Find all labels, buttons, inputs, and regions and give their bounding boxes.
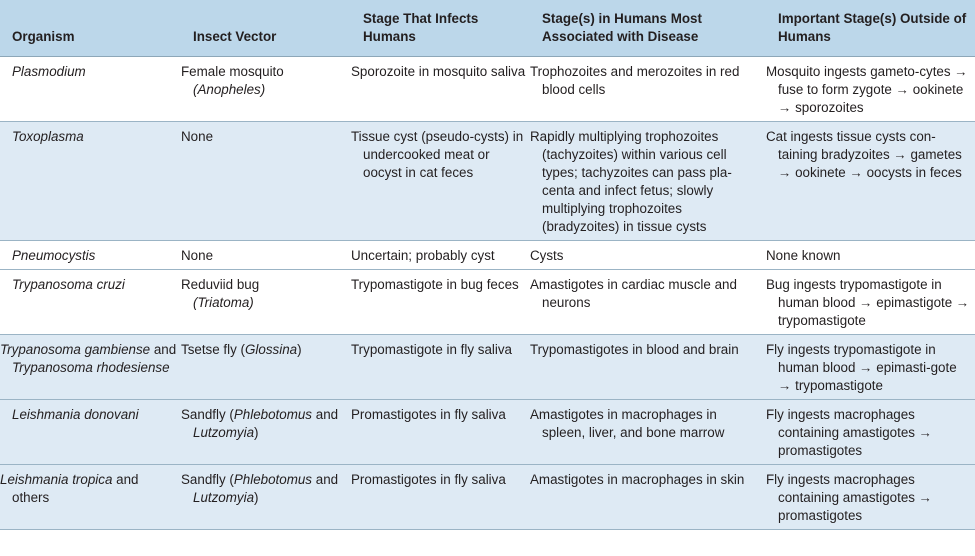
disease-stage-cell: Trypomastigotes in blood and brain (530, 335, 766, 400)
disease-stage-cell: Cysts (530, 241, 766, 270)
outside-stage-cell: Bug ingests trypomastigote in human blood → epimastigote → trypomastigote (766, 270, 975, 335)
outside-stage-cell: Fly ingests trypomastigote in human blood → epimasti-gote → trypomastigote (766, 335, 975, 400)
organism-name: Trypanosoma cruzi (12, 277, 125, 292)
organism-cell (0, 465, 181, 530)
vector-text: Female mosquito (181, 64, 284, 79)
infective-stage-cell: Uncertain; probably cyst (351, 241, 530, 270)
infective-stage-cell: Trypomastigote in bug feces (351, 270, 530, 335)
infective-stage-cell: Trypomastigote in fly saliva (351, 335, 530, 400)
vector-genus: Lutzomyia (193, 425, 255, 440)
vector-text: Sandfly ( (181, 472, 234, 487)
vector-text: Sandfly ( (181, 407, 234, 422)
organism-name: Plasmodium (12, 64, 86, 79)
table-row (0, 57, 975, 122)
table-row (0, 270, 975, 335)
vector-text: ) (254, 490, 259, 505)
vector-genus: (Anopheles) (193, 82, 266, 97)
table-row (0, 241, 975, 270)
organism-cell (0, 57, 181, 122)
infective-stage-cell: Promastigotes in fly saliva (351, 400, 530, 465)
vector-cell: None (181, 122, 351, 241)
vector-cell (181, 335, 351, 400)
infective-stage-cell: Tissue cyst (pseudo-cysts) in undercooked meat or oocyst in cat feces (351, 122, 530, 241)
organism-cell (0, 241, 181, 270)
vector-cell (181, 465, 351, 530)
vector-genus: Phlebotomus (233, 472, 313, 487)
disease-stage-cell: Rapidly multiplying trophozoites (tachyzoites) within various cell types; tachyzoites can pass pla-centa and infect fetus; slowly multiplying trophozoites (bradyzoites) in tissue cysts (530, 122, 766, 241)
organism-cell (0, 400, 181, 465)
organism-name: Toxoplasma (12, 129, 84, 144)
organism-name: Pneumocystis (12, 248, 96, 263)
table-row (0, 465, 975, 530)
organism-name: Leishmania donovani (12, 407, 139, 422)
disease-stage-cell: Amastigotes in cardiac muscle and neurons (530, 270, 766, 335)
vector-text: Reduviid bug (181, 277, 260, 292)
organism-name: Trypanosoma gambiense (0, 342, 151, 357)
outside-stage-cell: Fly ingests macrophages containing amastigotes → promastigotes (766, 465, 975, 530)
disease-stage-cell: Amastigotes in macrophages in spleen, liver, and bone marrow (530, 400, 766, 465)
organism-name: Trypanosoma rhodesiense (12, 360, 170, 375)
outside-stage-cell: Fly ingests macrophages containing amastigotes → promastigotes (766, 400, 975, 465)
vector-cell (181, 400, 351, 465)
outside-stage-cell: Cat ingests tissue cysts con-taining bradyzoites → gametes → ookinete → oocysts in feces (766, 122, 975, 241)
disease-stage-cell: Trophozoites and merozoites in red blood cells (530, 57, 766, 122)
vector-text: and (315, 472, 339, 487)
vector-genus: Lutzomyia (193, 490, 255, 505)
table-row (0, 335, 975, 400)
infective-stage-cell: Promastigotes in fly saliva (351, 465, 530, 530)
vector-text: ) (254, 425, 259, 440)
disease-stage-cell: Amastigotes in macrophages in skin (530, 465, 766, 530)
table-row (0, 122, 975, 241)
organism-cell (0, 122, 181, 241)
vector-genus: (Triatoma) (193, 295, 254, 310)
outside-stage-cell: None known (766, 241, 975, 270)
organism-and: and others (12, 472, 139, 505)
organism-cell (0, 335, 181, 400)
vector-text: Tsetse fly ( (181, 342, 245, 357)
header-infective-stage: Stage That Infects Humans (351, 0, 530, 57)
outside-stage-cell: Mosquito ingests gameto-cytes → fuse to form zygote → ookinete → sporozoites (766, 57, 975, 122)
table-row (0, 400, 975, 465)
vector-cell (181, 270, 351, 335)
header-insect-vector: Insect Vector (181, 0, 351, 57)
organism-name: Leishmania tropica (0, 472, 113, 487)
vector-text: ) (297, 342, 302, 357)
organism-cell (0, 270, 181, 335)
vector-genus: Phlebotomus (233, 407, 313, 422)
header-row (0, 0, 975, 57)
infective-stage-cell: Sporozoite in mosquito saliva (351, 57, 530, 122)
vector-cell (181, 57, 351, 122)
header-organism: Organism (0, 0, 181, 57)
header-disease-stage: Stage(s) in Humans Most Associated with Disease (530, 0, 766, 57)
vector-text: and (315, 407, 339, 422)
header-outside-stage: Important Stage(s) Outside of Humans (766, 0, 975, 57)
vector-cell: None (181, 241, 351, 270)
organism-and: and (153, 342, 177, 357)
vector-genus: Glossina (245, 342, 298, 357)
